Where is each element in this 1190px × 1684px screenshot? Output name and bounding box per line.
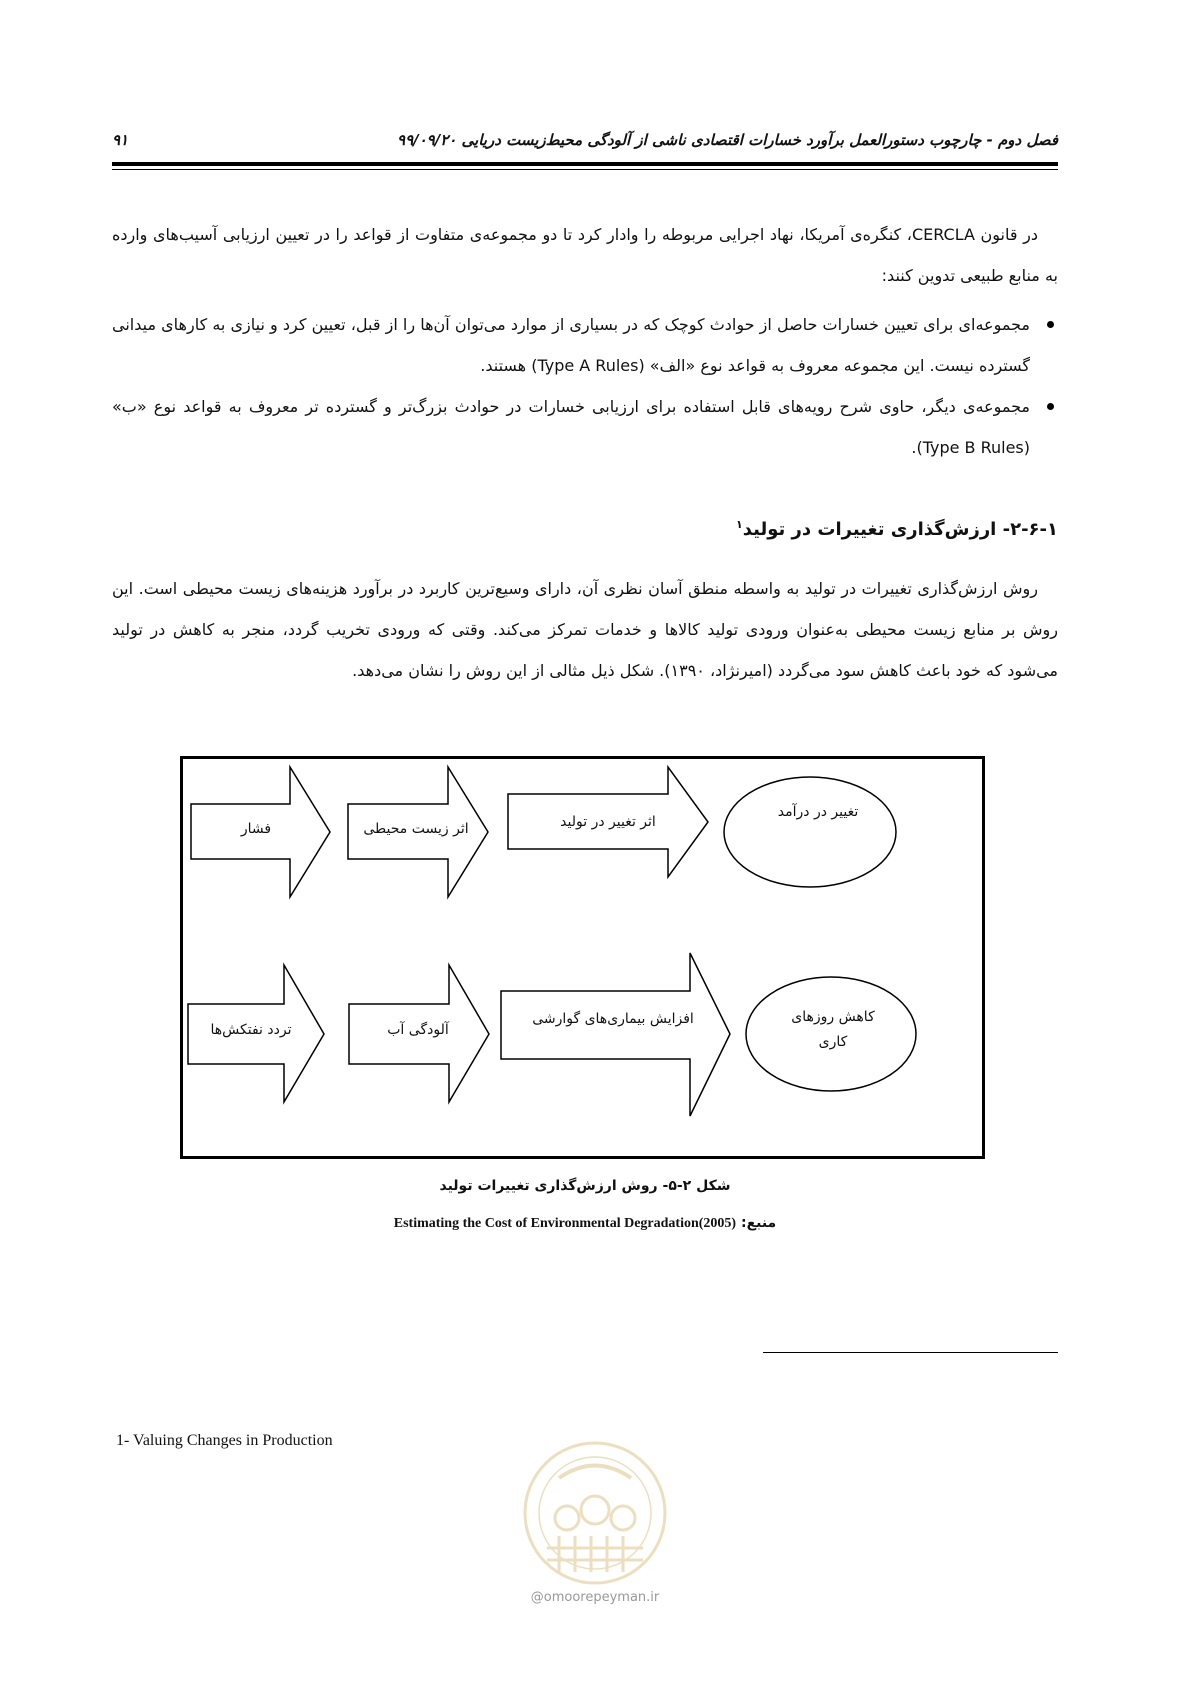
section-heading-text: ۲-۶-۱- ارزش‌گذاری تغییرات در تولید (742, 519, 1058, 540)
figure-caption: شکل ۲-۵- روش ارزش‌گذاری تغییرات تولید (439, 1178, 731, 1194)
figure-source (112, 1215, 1058, 1232)
production-change-diagram (180, 756, 985, 1159)
section-heading (112, 518, 1058, 540)
label-pressure: فشار (240, 821, 272, 837)
label-workday-loss-line1: کاهش روزهای (791, 1009, 875, 1025)
label-disease-increase: افزایش بیماری‌های گوارشی (532, 1011, 694, 1027)
label-income-change: تغییر در درآمد (777, 804, 859, 820)
ellipse-income-change (724, 777, 896, 887)
footnote-text: 1- Valuing Changes in Production (116, 1432, 333, 1449)
bullet-type-a: مجموعه‌ای برای تعیین خسارات حاصل از حوادث کوچک که در بسیاری از موارد می‌توان آن‌ها را از قبل، تعیین کرد و نیازی به کارهای میدانی گسترده نیست. این مجموعه معروف به قواعد نوع «الف» (Type A Rules) هستند. (112, 304, 1058, 386)
intro-paragraph: در قانون CERCLA، کنگره‌ی آمریکا، نهاد اجرایی مربوطه را وادار کرد تا دو مجموعه‌ی متفاوت از قواعد را در تعیین ارزیابی آسیب‌های وارده به منابع طبیعی تدوین کنند: (112, 225, 1058, 285)
label-water-pollution: آلودگی آب (387, 1022, 449, 1038)
rules-bullet-list (112, 304, 1058, 468)
footnote-marker: ۱ (735, 518, 743, 531)
source-text: Estimating the Cost of Environmental Degradation(2005) (393, 1216, 737, 1231)
method-paragraph: روش ارزش‌گذاری تغییرات در تولید به واسطه منطق آسان نظری آن، دارای وسیع‌ترین کاربرد در برآورد هزینه‌های زیست محیطی است. این روش بر منابع زیست محیطی به‌عنوان ورودی تولید کالاها و خدمات تمرکز می‌کند. وقتی که ورودی تخریب گردد، منجر به کاهش در تولید می‌شود که خود باعث کاهش سود می‌گردد (امیرنژاد، ۱۳۹۰). شکل ذیل مثالی از این روش را نشان می‌دهد. (112, 579, 1058, 680)
footnote-separator (763, 1352, 1058, 1353)
source-label: منبع: (740, 1215, 777, 1231)
publisher-logo-watermark (497, 1438, 693, 1592)
logo-seal-icon (497, 1438, 693, 1588)
label-production-effect: اثر تغییر در تولید (560, 814, 656, 830)
watermark-url: @omoorepeyman.ir (530, 1590, 660, 1605)
page-header (112, 128, 1058, 152)
header-rule-thin (112, 169, 1058, 170)
label-tanker-traffic: تردد نفتکش‌ها (210, 1022, 292, 1038)
label-workday-loss-line2: کاری (818, 1034, 848, 1050)
header-rule-thick (112, 162, 1058, 166)
label-environmental-effect: اثر زیست محیطی (363, 821, 469, 837)
arrow-disease-increase (501, 953, 730, 1116)
running-title: فصل دوم - چارچوب دستورالعمل برآورد خسارات اقتصادی ناشی از آلودگی محیط‌زیست دریایی ۹۹/۰۹/۲۰ (397, 131, 1058, 149)
bullet-type-b: مجموعه‌ی دیگر، حاوی شرح رویه‌های قابل استفاده برای ارزیابی خسارات در حوادث بزرگ‌تر و گسترده تر معروف به قواعد نوع «ب» (Type B Rules). (112, 386, 1058, 468)
page-number: ۹۱ (112, 131, 129, 149)
